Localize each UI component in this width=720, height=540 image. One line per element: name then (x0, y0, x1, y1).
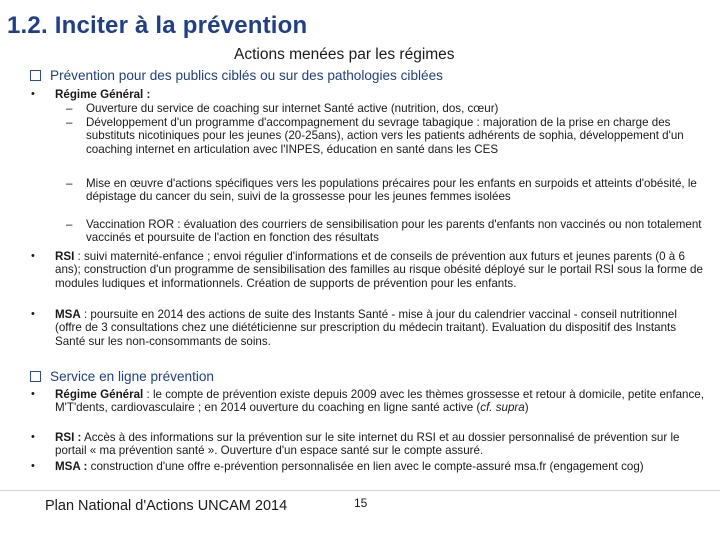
bullet-rsi (55, 250, 705, 290)
footer-divider (0, 490, 720, 491)
bullet-regime-general-online (55, 388, 705, 415)
checkbox-square-icon (30, 371, 41, 382)
bullet-text: : suivi maternité-enfance ; envoi régulier d'informations et de conseils de prévention aux futurs et jeunes parents (0 à 6 ans); construction d'un programme de sensibilisation des familles au risque obésité déployé sur le portail RSI sous la forme de modules ludiques et informationnels. Création de supports de prévention pour les enfants. (55, 250, 703, 290)
bullet-text-end: ) (524, 401, 529, 415)
bullet-regime-general (55, 88, 705, 101)
checkbox-square-icon (30, 70, 41, 81)
page-title (7, 12, 307, 40)
dash-item: – Ouverture du service de coaching sur internet Santé active (nutrition, dos, cœur) (86, 102, 706, 115)
bullet-label: Régime Général (55, 388, 144, 401)
section-heading-text: Prévention pour des publics ciblés ou sur des pathologies ciblées (50, 68, 443, 83)
bullet-text: Accès à des informations sur la prévention sur le site internet du RSI et au dossier personnalisé de prévention sur le portail « ma prévention santé ». Ouverture d'un espace santé sur le compte assuré. (55, 431, 680, 458)
section-heading-prevention-ciblee (30, 68, 443, 83)
dash-item: – Développement d'un programme d'accompagnement du sevrage tabagique : majoration de la prise en charge des substituts nicotiniques pour les jeunes (20-25ans), action vers les patients adhérents de sophia, développement d'un coaching internet en articulation avec l'INPES, éducation en santé dans les CES (86, 116, 706, 156)
title-text: Inciter à la prévention (54, 12, 308, 39)
bullet-label: MSA : (55, 460, 88, 473)
bullet-text: : le compte de prévention existe depuis 2009 avec les thèmes grossesse et retour à domicile, petite enfance, M'T'dents, cardiovasculaire ; en 2014 ouverture du coaching en ligne santé active ( (55, 388, 704, 415)
page-number: 15 (354, 496, 368, 510)
section-heading-text: Service en ligne prévention (50, 369, 214, 384)
bullet-label: Régime Général : (55, 88, 151, 101)
page-subtitle: Actions menées par les régimes (234, 46, 455, 63)
bullet-text: : poursuite en 2014 des actions de suite des Instants Santé - mise à jour du calendrier vaccinal - conseil nutritionnel (offre de 3 consultations chez une diététicienne sur prescription du médecin traitant). Evaluation du dispositif des Instants Santé sur les non-consommants de soins. (55, 308, 677, 348)
bullet-label: MSA (55, 308, 81, 321)
bullet-msa-online (55, 460, 705, 473)
title-number: 1.2. (7, 12, 48, 39)
bullet-italic: cf. supra (480, 401, 525, 415)
bullet-label: RSI : (55, 431, 82, 444)
bullet-msa (55, 308, 705, 348)
dash-item: – Vaccination ROR : évaluation des courriers de sensibilisation pour les parents d'enfants non vaccinés ou non totalement vaccinés et poursuite de l'action en fonction des résultats (86, 218, 706, 245)
footer-text: Plan National d'Actions UNCAM 2014 (45, 498, 288, 514)
bullet-label: RSI (55, 250, 75, 263)
bullet-text: construction d'une offre e-prévention personnalisée en lien avec le compte-assuré msa.fr (engagement cog) (87, 460, 644, 473)
dash-item: – Mise en œuvre d'actions spécifiques vers les populations précaires pour les enfants en surpoids et atteints d'obésité, le dépistage du cancer du sein, suivi de la grossesse pour les jeunes femmes isolées (86, 177, 706, 204)
section-heading-service-en-ligne (30, 369, 214, 384)
bullet-rsi-online (55, 431, 705, 458)
